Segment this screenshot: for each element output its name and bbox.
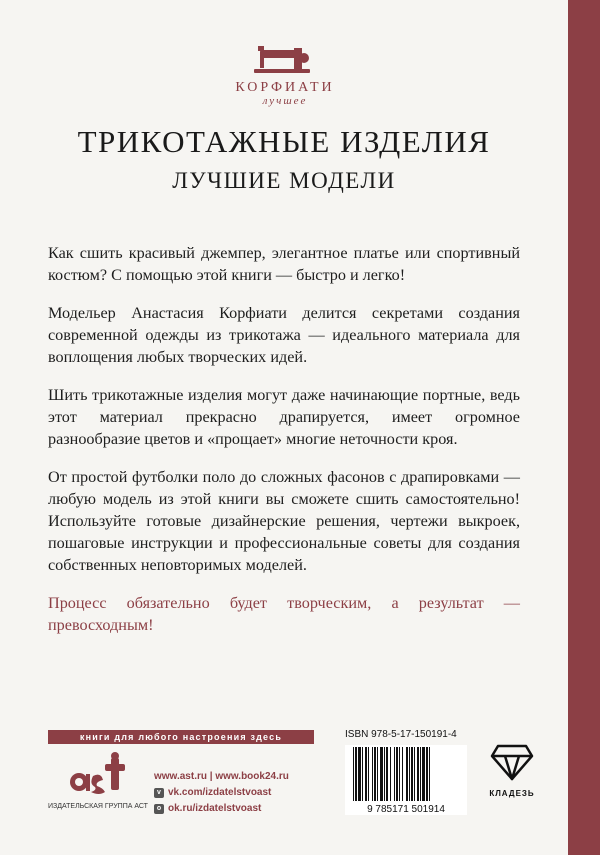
accent-paragraph: Процесс обязательно будет творческим, а результат — превосходным! [48, 594, 520, 634]
barcode-bar [386, 747, 388, 801]
ast-label: ИЗДАТЕЛЬСКАЯ ГРУППА АСТ [48, 803, 148, 810]
publisher-links [154, 769, 289, 817]
barcode-bar [402, 747, 403, 801]
barcode-graphic [345, 745, 467, 815]
websites-link[interactable]: www.ast.ru | www.book24.ru [154, 771, 289, 782]
ast-logo-icon [67, 752, 129, 796]
barcode-bar [420, 747, 421, 801]
barcode-bar [362, 747, 363, 801]
barcode-bar [368, 747, 369, 801]
barcode [345, 745, 467, 815]
barcode-bar [372, 747, 373, 801]
barcode-bar [384, 747, 385, 801]
tagline-banner: книги для любого настроения здесь [48, 730, 314, 744]
barcode-bar [365, 747, 367, 801]
imprint-name: КЛАДЕЗЬ [489, 789, 535, 798]
paragraph-4: От простой футболки поло до сложных фасонов с драпировками — любую модель из этой книги вы сможете сшить самостоятельно! Используйте готовые дизайнерские решения, чертежи выкроек, пошаговые инструкции и профессиональные советы для создания собственных неповторимых моделей. [48, 468, 520, 574]
barcode-digits: 9 785171 501914 [367, 804, 445, 815]
korfiati-logo [235, 42, 335, 107]
barcode-bar [426, 747, 428, 801]
isbn: ISBN 978-5-17-150191-4 [345, 729, 457, 740]
barcode-bar [406, 747, 408, 801]
vk-icon: v [154, 788, 164, 798]
description [48, 242, 520, 652]
barcode-bar [358, 747, 361, 801]
paragraph-2: Модельер Анастасия Корфиати делится секретами создания современной одежды из трикотажа — идеального материала для воплощения любых творческих идей. [48, 304, 520, 366]
barcode-bar [409, 747, 410, 801]
barcode-bar [414, 747, 415, 801]
barcode-bar [429, 747, 430, 801]
sewing-machine-icon [250, 42, 320, 78]
barcode-bar [380, 747, 383, 801]
spine-stripe [568, 0, 600, 855]
ok-link[interactable]: ok.ru/izdatelstvoast [168, 803, 262, 814]
kladez-logo [482, 742, 542, 798]
book-title: ТРИКОТАЖНЫЕ ИЗДЕЛИЯ [77, 124, 491, 159]
barcode-bar [417, 747, 419, 801]
barcode-bar [394, 747, 395, 801]
barcode-bar [422, 747, 425, 801]
ok-icon: o [154, 804, 164, 814]
brand-name: КОРФИАТИ [235, 80, 335, 95]
vk-link[interactable]: vk.com/izdatelstvoast [168, 787, 272, 798]
paragraph-1: Как сшить красивый джемпер, элегантное платье или спортивный костюм? С помощью этой книги — быстро и легко! [48, 244, 520, 284]
barcode-bar [411, 747, 413, 801]
paragraph-3: Шить трикотажные изделия могут даже начинающие портные, ведь этот материал прекрасно драпируется, имеет огромное разнообразие цветов и «прощает» многие неточности кроя. [48, 386, 520, 448]
barcode-bar [390, 747, 391, 801]
brand-subtitle: лучшее [262, 95, 308, 107]
barcode-bar [355, 747, 357, 801]
book-subtitle: ЛУЧШИЕ МОДЕЛИ [172, 168, 396, 193]
barcode-bar [399, 747, 400, 801]
ast-logo [48, 752, 148, 810]
barcode-bar [396, 747, 398, 801]
barcode-bar [374, 747, 376, 801]
barcode-bar [377, 747, 378, 801]
barcode-bar [353, 747, 354, 801]
kladez-diamond-icon [490, 742, 534, 782]
